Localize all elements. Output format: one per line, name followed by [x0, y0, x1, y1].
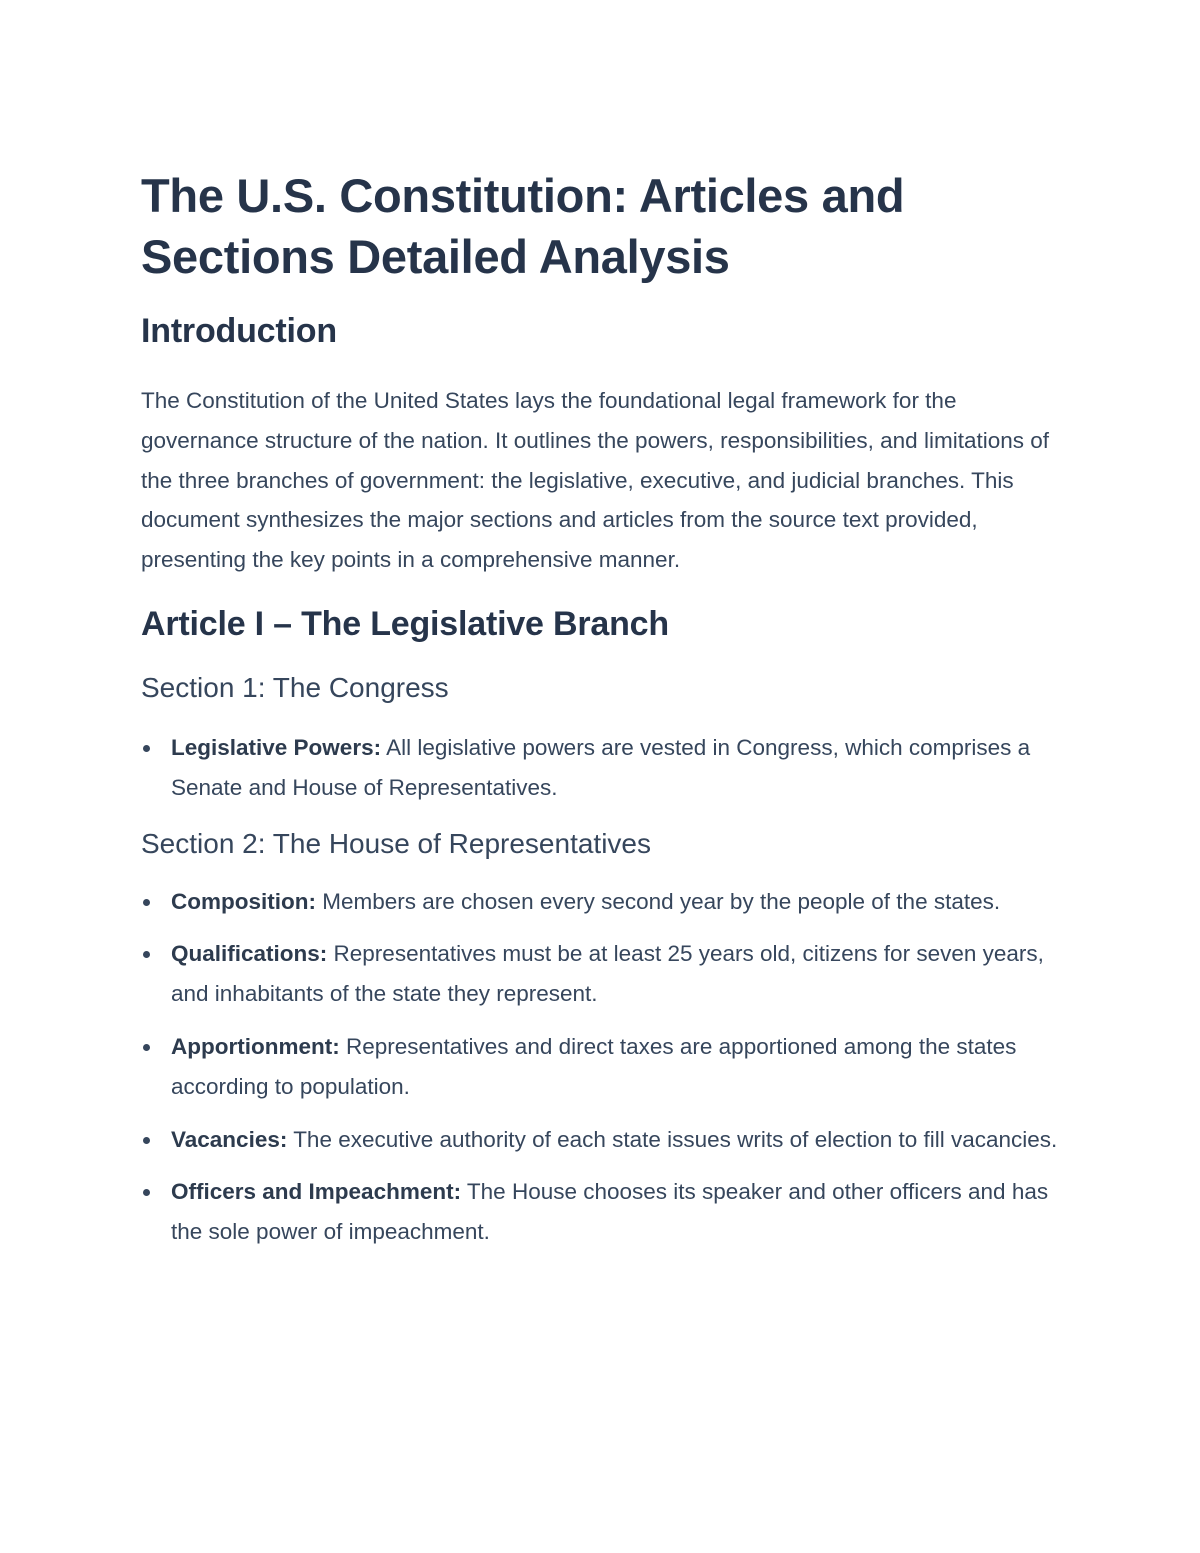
- list-item-term: Vacancies:: [171, 1126, 288, 1152]
- list-item-text: Representatives and direct taxes are apportioned among the states according to population.: [171, 1033, 1017, 1099]
- list-item: [141, 728, 1061, 808]
- list-item-text: The House chooses its speaker and other officers and has the sole power of impeachment.: [171, 1179, 1049, 1245]
- bullet-icon: [143, 1189, 150, 1196]
- list-item: [141, 882, 1061, 922]
- list-item-text: Members are chosen every second year by the people of the states.: [315, 888, 1001, 914]
- section-1-list: [141, 728, 1061, 808]
- article-1-heading: Article I – The Legislative Branch: [141, 604, 669, 643]
- section-2-list: [141, 882, 1061, 1252]
- list-item-text: The executive authority of each state issues writs of election to fill vacancies.: [287, 1126, 1058, 1152]
- list-item-term: Legislative Powers:: [171, 734, 382, 760]
- list-item-term: Officers and Impeachment:: [171, 1179, 462, 1205]
- list-item-text: All legislative powers are vested in Congress, which comprises a Senate and House of Representatives.: [171, 734, 1031, 800]
- introduction-paragraph: The Constitution of the United States lays the foundational legal framework for the governance structure of the nation. It outlines the powers, responsibilities, and limitations of the three branches of government: the legislative, executive, and judicial branches. This document synthesizes the major sections and articles from the source text provided, presenting the key points in a comprehensive manner.: [141, 388, 1049, 573]
- bullet-icon: [143, 1137, 150, 1144]
- list-item: [141, 934, 1061, 1014]
- section-1-heading: Section 1: The Congress: [141, 671, 449, 703]
- bullet-icon: [143, 1044, 150, 1051]
- list-item-term: Composition:: [171, 888, 316, 914]
- section-2-heading: Section 2: The House of Representatives: [141, 827, 652, 859]
- bullet-icon: [143, 951, 150, 958]
- introduction-heading: Introduction: [141, 312, 337, 350]
- bullet-icon: [143, 899, 150, 906]
- list-item-term: Qualifications:: [171, 941, 328, 967]
- bullet-icon: [143, 745, 150, 752]
- document-title: The U.S. Constitution: Articles and Sections Detailed Analysis: [141, 169, 905, 283]
- list-item: [141, 1027, 1061, 1107]
- list-item-text: Representatives must be at least 25 years old, citizens for seven years, and inhabitants of the state they represent.: [171, 941, 1044, 1007]
- list-item: [141, 1120, 1061, 1160]
- list-item-term: Apportionment:: [171, 1033, 340, 1059]
- document-page: [141, 165, 1061, 1252]
- list-item: [141, 1172, 1061, 1252]
